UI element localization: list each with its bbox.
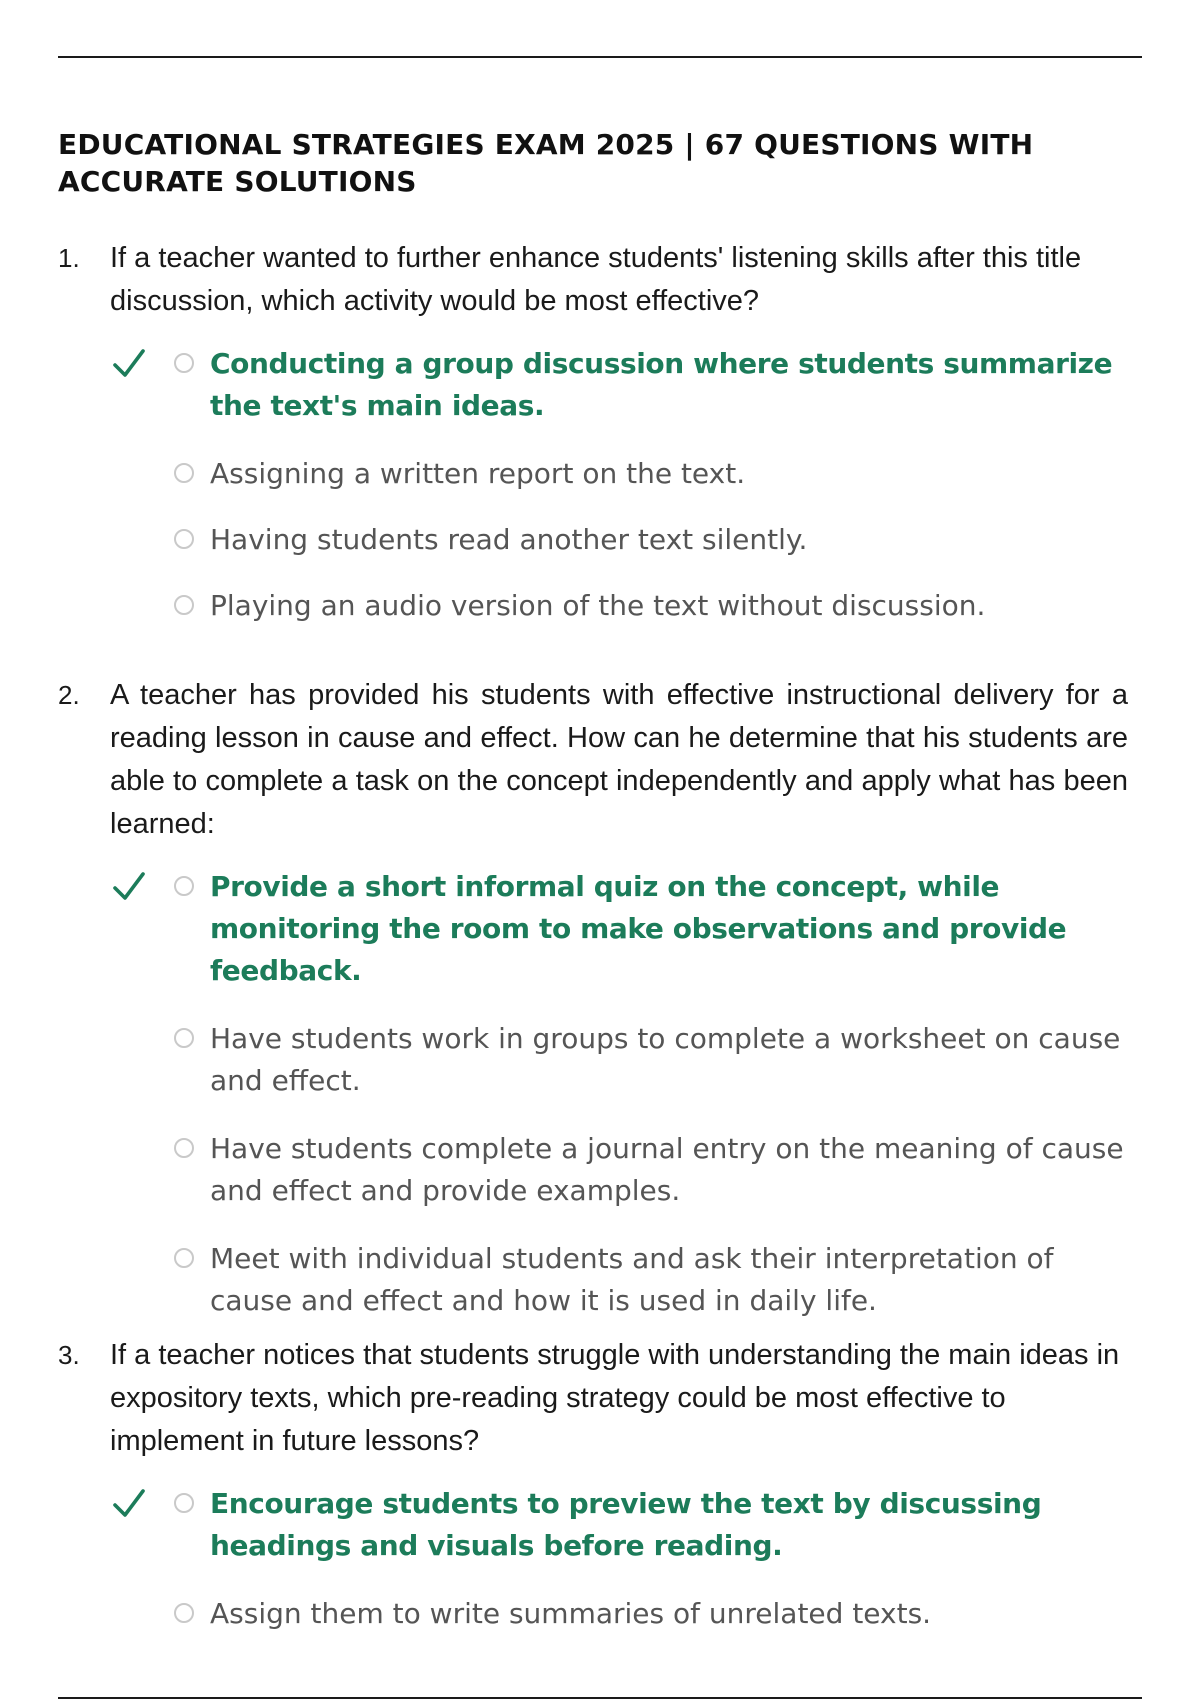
- option-label: Provide a short informal quiz on the concept, while monitoring the room to make observations and provide feedback.: [210, 870, 1067, 987]
- question-text: A teacher has provided his students with effective instructional delivery for a reading lesson in cause and effect. How can he determine that his students are able to complete a task on the concept independently and apply what has been learned:: [110, 679, 1128, 840]
- question-3: [58, 1334, 1128, 1635]
- answer-option-correct[interactable]: [58, 343, 1128, 427]
- answer-option[interactable]: [58, 1238, 1128, 1322]
- checkmark-icon: [112, 345, 146, 381]
- question-number: 2.: [58, 680, 80, 710]
- question-text: If a teacher notices that students struggle with understanding the main ideas in expository texts, which pre-reading strategy could be most effective to implement in future lessons?: [110, 1339, 1120, 1457]
- answer-options: [58, 1483, 1128, 1635]
- question-text: If a teacher wanted to further enhance students' listening skills after this title discussion, which activity would be most effective?: [110, 242, 1082, 317]
- radio-button[interactable]: [174, 1603, 194, 1623]
- option-label: Having students read another text silently.: [210, 523, 808, 556]
- answer-options: [58, 343, 1128, 627]
- answer-options: [58, 866, 1128, 1322]
- question-2: [58, 674, 1128, 1322]
- radio-button[interactable]: [174, 463, 194, 483]
- question-number: 1.: [58, 243, 80, 273]
- bottom-divider: [58, 1697, 1142, 1699]
- answer-option[interactable]: [58, 519, 1128, 561]
- answer-option[interactable]: [58, 1128, 1128, 1212]
- answer-option[interactable]: [58, 585, 1128, 627]
- option-label: Conducting a group discussion where students summarize the text's main ideas.: [210, 347, 1113, 422]
- radio-button[interactable]: [174, 1493, 194, 1513]
- option-label: Encourage students to preview the text by discussing headings and visuals before reading.: [210, 1487, 1042, 1562]
- radio-button[interactable]: [174, 1138, 194, 1158]
- radio-button[interactable]: [174, 353, 194, 373]
- answer-option[interactable]: [58, 1018, 1128, 1102]
- radio-button[interactable]: [174, 876, 194, 896]
- radio-button[interactable]: [174, 529, 194, 549]
- option-label: Assigning a written report on the text.: [210, 457, 746, 490]
- option-label: Meet with individual students and ask their interpretation of cause and effect and how it is used in daily life.: [210, 1242, 1054, 1317]
- radio-button[interactable]: [174, 595, 194, 615]
- top-divider: [58, 56, 1142, 58]
- question-number: 3.: [58, 1340, 80, 1370]
- question-1: [58, 237, 1128, 627]
- radio-button[interactable]: [174, 1248, 194, 1268]
- option-label: Have students work in groups to complete a worksheet on cause and effect.: [210, 1022, 1121, 1097]
- option-label: Playing an audio version of the text without discussion.: [210, 589, 986, 622]
- radio-button[interactable]: [174, 1028, 194, 1048]
- checkmark-icon: [112, 868, 146, 904]
- answer-option[interactable]: [58, 453, 1128, 495]
- document-title: EDUCATIONAL STRATEGIES EXAM 2025 | 67 QUESTIONS WITH ACCURATE SOLUTIONS: [58, 128, 1034, 198]
- answer-option[interactable]: [58, 1593, 1128, 1635]
- option-label: Assign them to write summaries of unrelated texts.: [210, 1597, 932, 1630]
- checkmark-icon: [112, 1485, 146, 1521]
- option-label: Have students complete a journal entry on the meaning of cause and effect and provide examples.: [210, 1132, 1124, 1207]
- answer-option-correct[interactable]: [58, 866, 1128, 992]
- answer-option-correct[interactable]: [58, 1483, 1128, 1567]
